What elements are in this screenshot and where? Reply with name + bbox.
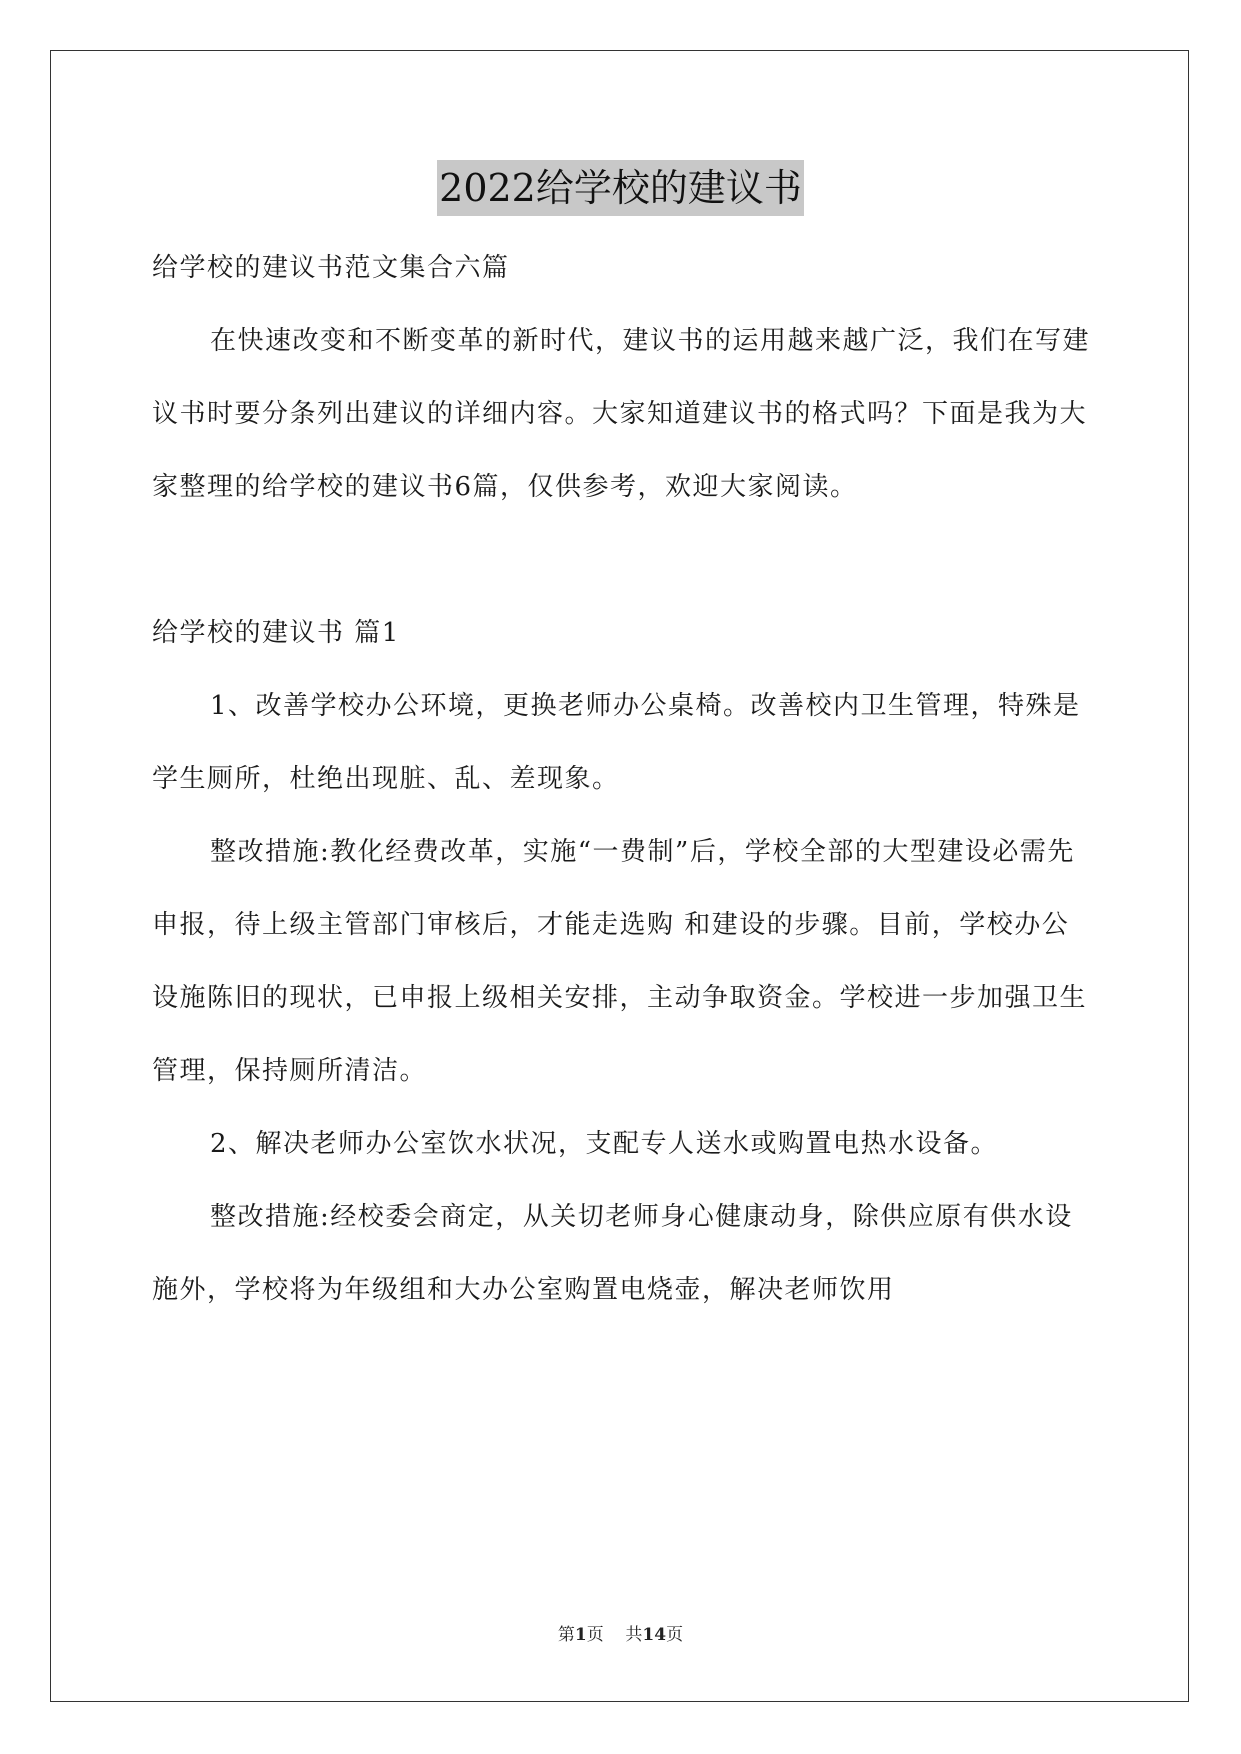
title-container <box>0 160 1241 216</box>
paragraph-4: 整改措施:经校委会商定，从关切老师身心健康动身，除供应原有供水设施外，学校将为年级组和大办公室购置电烧壶，解决老师饮用 <box>152 1202 1073 1305</box>
paragraph-2: 整改措施:教化经费改革，实施“一费制”后，学校全部的大型建设必需先申报，待上级主管部门审核后，才能走选购 和建设的步骤。目前，学校办公设施陈旧的现状，已申报上级相关安排，主动争取资金。学校进一步加强卫生管理，保持厕所清洁。 <box>152 837 1088 1086</box>
paragraph-1: 1、改善学校办公环境，更换老师办公桌椅。改善校内卫生管理，特殊是学生厕所，杜绝出现脏、乱、差现象。 <box>152 691 1081 794</box>
page-suffix: 页 <box>586 1625 604 1645</box>
section-heading: 给学校的建议书 篇1 <box>152 618 400 648</box>
page-footer <box>0 1620 1241 1645</box>
total-suffix: 页 <box>666 1625 684 1645</box>
total-pages: 14 <box>642 1625 667 1645</box>
total-prefix: 共 <box>625 1625 643 1645</box>
spacer <box>152 524 1090 597</box>
page-prefix: 第 <box>557 1625 575 1645</box>
paragraph-3: 2、解决老师办公室饮水状况，支配专人送水或购置电热水设备。 <box>210 1129 999 1159</box>
intro-paragraph: 在快速改变和不断变革的新时代，建议书的运用越来越广泛，我们在写建议书时要分条列出建议的详细内容。大家知道建议书的格式吗？下面是我为大家整理的给学校的建议书6篇，仅供参考，欢迎大家阅读。 <box>152 326 1091 502</box>
document-title: 2022给学校的建议书 <box>437 160 804 216</box>
subtitle: 给学校的建议书范文集合六篇 <box>152 253 510 283</box>
page-number: 1 <box>574 1625 587 1645</box>
document-body <box>152 232 1090 1327</box>
